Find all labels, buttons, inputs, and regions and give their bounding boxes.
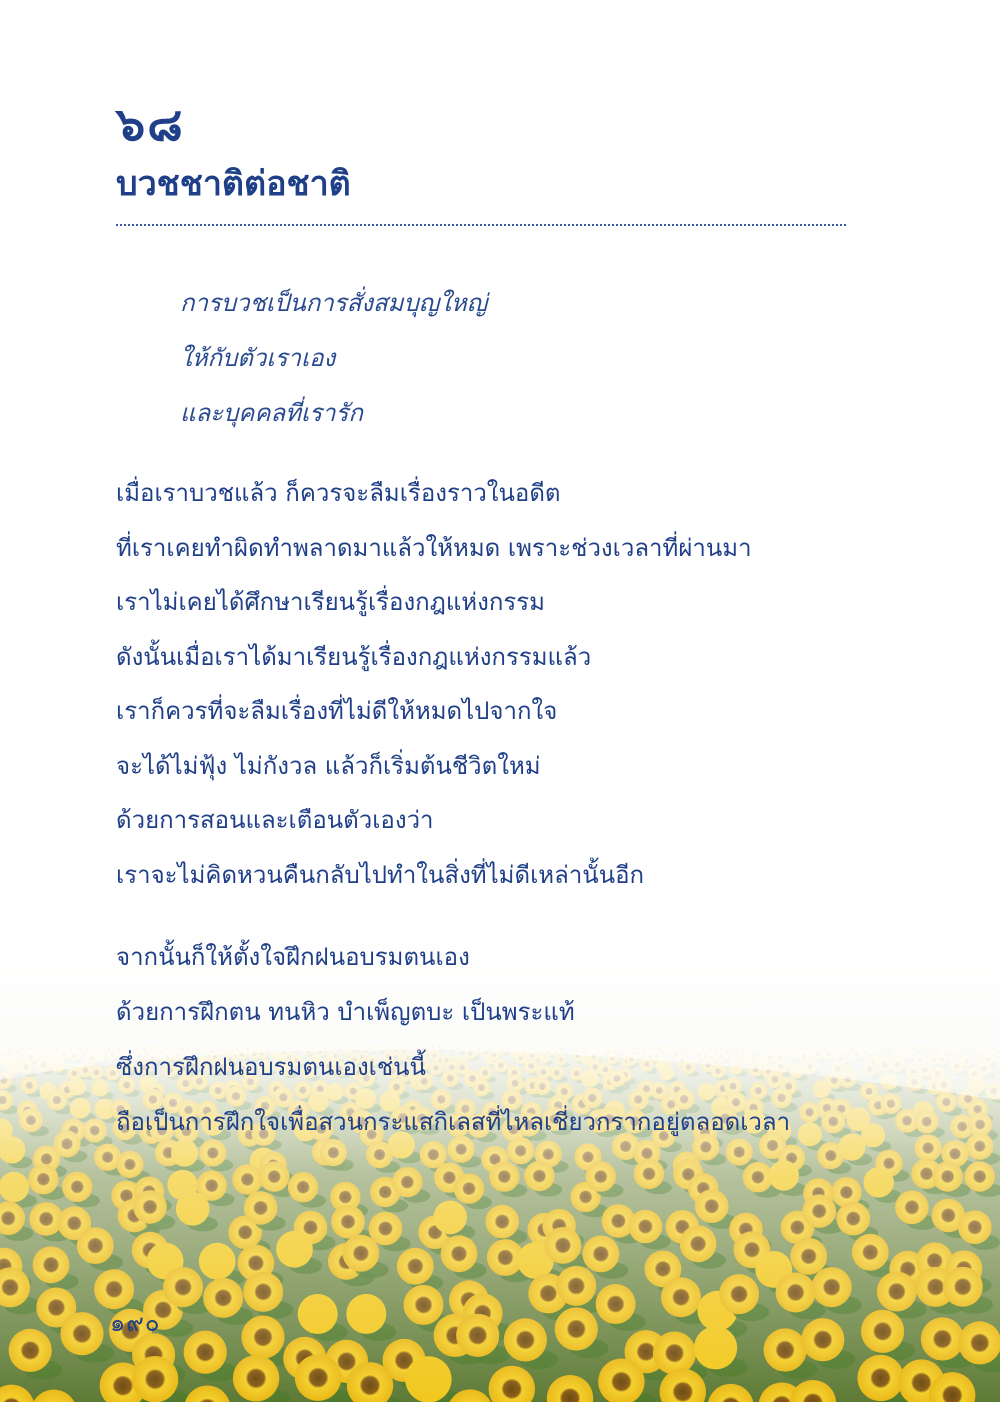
paragraph-line: ด้วยการสอนและเตือนตัวเองว่า <box>116 806 434 834</box>
paragraph-line: ดังนั้นเมื่อเราได้มาเรียนรู้เรื่องกฎแห่งกรรมแล้ว <box>116 642 592 671</box>
paragraph-line: ที่เราเคยทำผิดทำพลาดมาแล้วให้หมด เพราะช่วงเวลาที่ผ่านมา <box>116 533 752 562</box>
quote-line: การบวชเป็นการสั่งสมบุญใหญ่ <box>180 289 488 317</box>
paragraph-line: เราจะไม่คิดหวนคืนกลับไปทำในสิ่งที่ไม่ดีเหล่านั้นอีก <box>116 860 645 889</box>
paragraph-line: ถือเป็นการฝึกใจเพื่อสวนกระแสกิเลสที่ไหลเชี่ยวกรากอยู่ตลอดเวลา <box>116 1108 791 1136</box>
dotted-divider <box>116 224 846 226</box>
paragraph-1 <box>116 466 896 902</box>
paragraph-line: เราก็ควรที่จะลืมเรื่องที่ไม่ดีให้หมดไปจากใจ <box>116 697 558 725</box>
paragraph-line: ซึ่งการฝึกฝนอบรมตนเองเช่นนี้ <box>116 1053 426 1081</box>
quote-line: และบุคคลที่เรารัก <box>180 399 363 427</box>
chapter-number: ๖๘ <box>116 97 185 151</box>
paragraph-2 <box>116 930 896 1150</box>
quote-block <box>180 276 820 441</box>
paragraph-line: เมื่อเราบวชแล้ว ก็ควรจะลืมเรื่องราวในอดีต <box>116 479 561 507</box>
paragraph-line: จะได้ไม่ฟุ้ง ไม่กังวล แล้วก็เริ่มต้นชีวิตใหม่ <box>116 751 541 780</box>
quote-line: ให้กับตัวเราเอง <box>180 344 336 372</box>
chapter-title: บวชชาติต่อชาติ <box>116 164 351 204</box>
page-number: ๑๙๐ <box>110 1309 161 1337</box>
paragraph-line: เราไม่เคยได้ศึกษาเรียนรู้เรื่องกฎแห่งกรรม <box>116 588 545 616</box>
paragraph-line: จากนั้นก็ให้ตั้งใจฝึกฝนอบรมตนเอง <box>116 943 470 971</box>
paragraph-line: ด้วยการฝึกตน ทนหิว บำเพ็ญตบะ เป็นพระแท้ <box>116 998 575 1026</box>
